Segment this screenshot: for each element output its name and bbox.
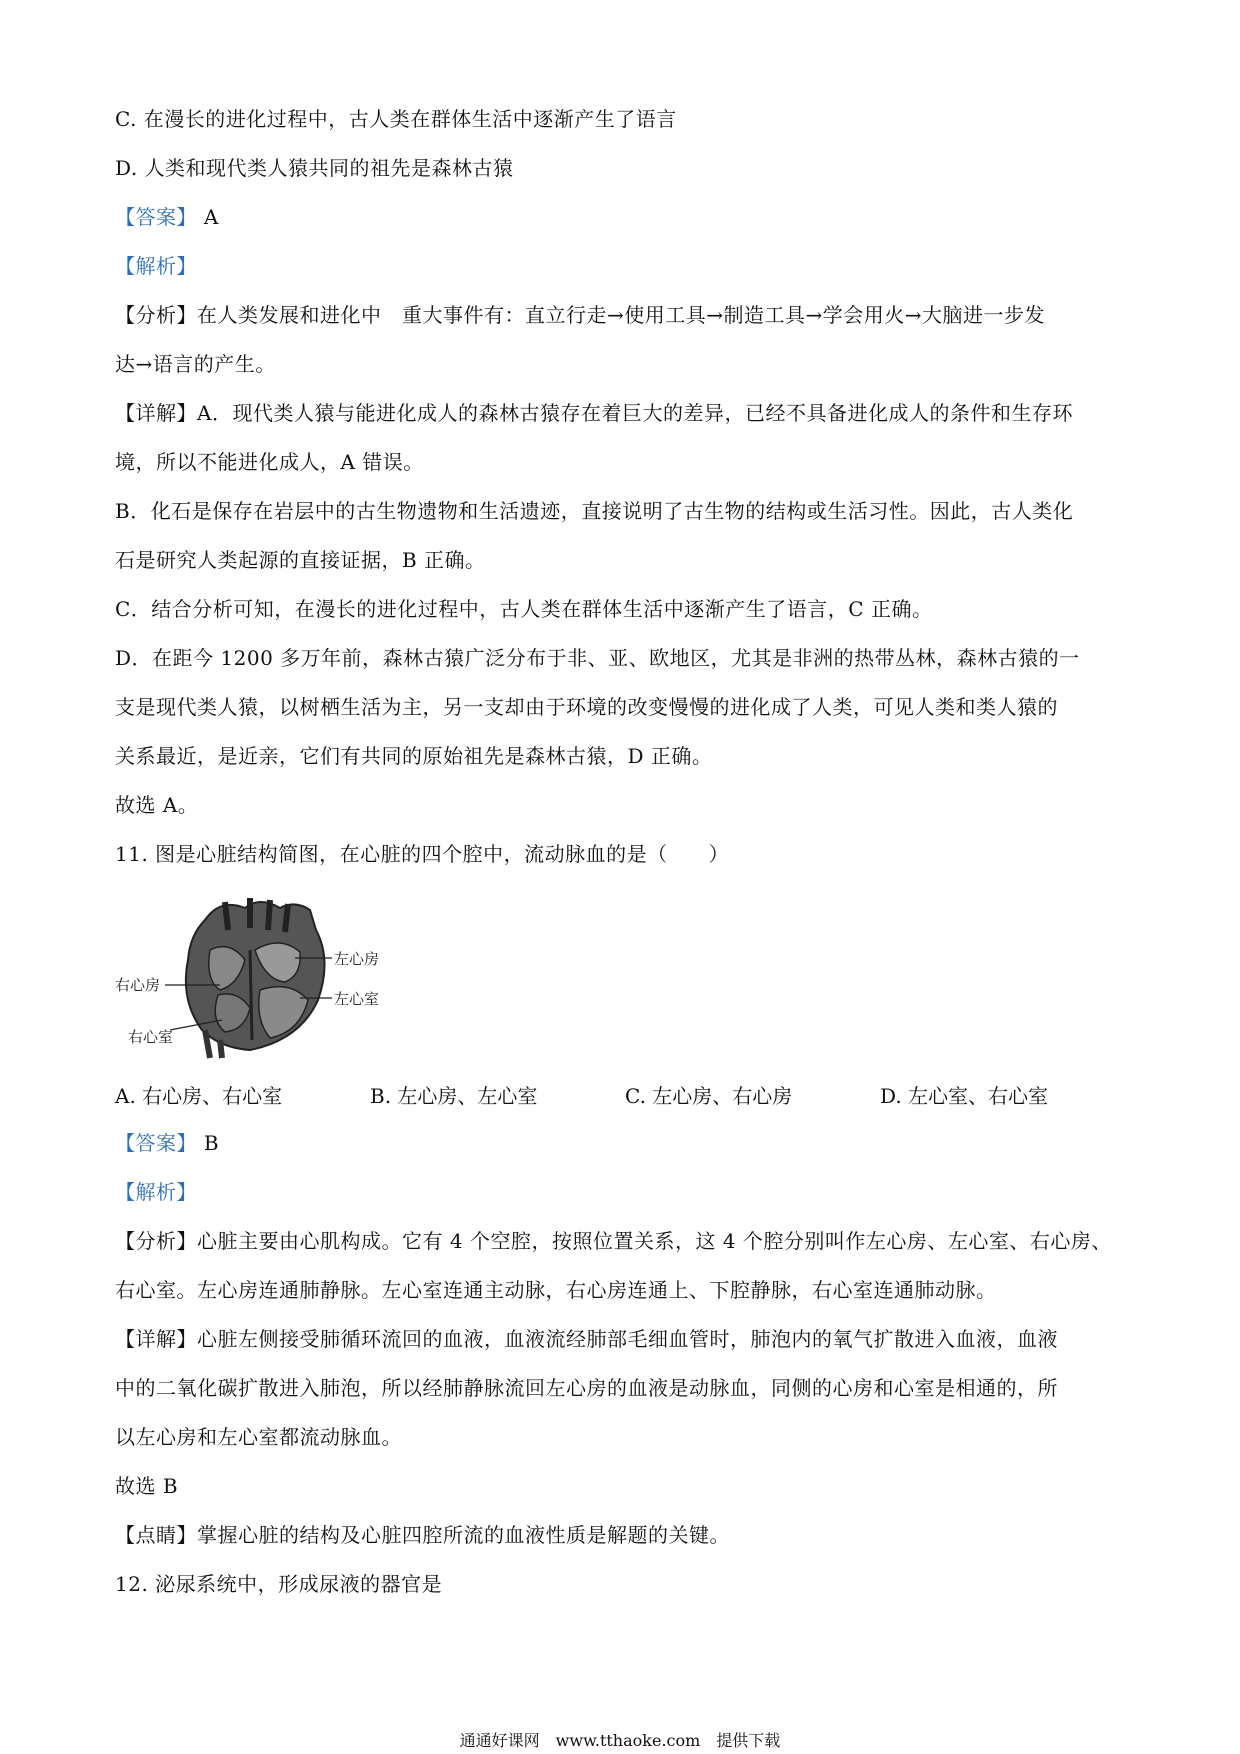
label-right-atrium: 右心房 — [115, 976, 161, 994]
detail-line-5: C．结合分析可知，在漫长的进化过程中，古人类在群体生活中逐渐产生了语言，C 正确。 — [115, 597, 933, 621]
option-d: D. 左心室、右心室 — [880, 1084, 1049, 1108]
detail-line-3: B．化石是保存在岩层中的古生物遗物和生活遗迹，直接说明了古生物的结构或生活习性。因此，古人类化 — [115, 499, 1074, 523]
detail-line-8: 关系最近，是近亲，它们有共同的原始祖先是森林古猿，D 正确。 — [115, 744, 713, 768]
option-b: B. 左心房、左心室 — [370, 1084, 538, 1108]
analysis-line-11-2: 右心室。左心房连通肺静脉。左心室连通主动脉，右心房连通上、下腔静脉，右心室连通肺动脉。 — [115, 1278, 997, 1302]
label-left-atrium: 左心房 — [334, 950, 380, 968]
analysis-text-11: 心脏主要由心肌构成。它有 4 个空腔，按照位置关系，这 4 个腔分别叫作左心房、左心室、右心房、 — [197, 1229, 1112, 1253]
analysis-tag: 【分析】 — [115, 303, 197, 327]
option-c: C. 左心房、右心房 — [625, 1084, 793, 1108]
page-footer: 通通好课网 www.tthaoke.com 提供下载 — [459, 1731, 781, 1750]
option-a: A. 右心房、右心室 — [115, 1084, 283, 1108]
question-12: 12. 泌尿系统中，形成尿液的器官是 — [115, 1572, 443, 1596]
detail-text: A．现代类人猿与能进化成人的森林古猿存在着巨大的差异，已经不具备进化成人的条件和生存环 — [197, 401, 1073, 425]
key-point-line — [115, 1521, 1130, 1549]
key-point-tag: 【点睛】 — [115, 1523, 197, 1547]
label-left-ventricle: 左心室 — [334, 990, 380, 1008]
choice-line-11: 故选 B — [115, 1474, 179, 1498]
choice-line: 故选 A。 — [115, 793, 199, 817]
answer-options — [115, 1080, 1130, 1110]
detail-line-11-3: 以左心房和左心室都流动脉血。 — [115, 1425, 402, 1449]
detail-line — [115, 399, 1130, 427]
detail-line-2: 境，所以不能进化成人，A 错误。 — [115, 450, 424, 474]
analysis-tag-11: 【分析】 — [115, 1229, 197, 1253]
heart-illustration — [186, 898, 325, 1058]
explanation-line-11 — [115, 1178, 1130, 1206]
key-point-text: 掌握心脏的结构及心脏四腔所流的血液性质是解题的关键。 — [197, 1523, 730, 1547]
detail-tag-11: 【详解】 — [115, 1327, 197, 1351]
analysis-line — [115, 301, 1130, 329]
analysis-line-11 — [115, 1227, 1130, 1255]
option-d-text: D. 人类和现代类人猿共同的祖先是森林古猿 — [115, 156, 514, 180]
detail-text-11: 心脏左侧接受肺循环流回的血液，血液流经肺部毛细血管时，肺泡内的氧气扩散进入血液，血液 — [197, 1327, 1058, 1351]
answer-tag: 【答案】 — [115, 205, 197, 229]
detail-line-7: 支是现代类人猿，以树栖生活为主，另一支却由于环境的改变慢慢的进化成了人类，可见人类和类人猿的 — [115, 695, 1058, 719]
answer-value: A — [203, 205, 219, 229]
option-c-text: C. 在漫长的进化过程中，古人类在群体生活中逐渐产生了语言 — [115, 107, 677, 131]
detail-line-11-2: 中的二氧化碳扩散进入肺泡，所以经肺静脉流回左心房的血液是动脉血，同侧的心房和心室是相通的，所 — [115, 1376, 1058, 1400]
answer-line-11 — [115, 1129, 1130, 1157]
explanation-line — [115, 252, 1130, 280]
detail-line-6: D．在距今 1200 多万年前，森林古猿广泛分布于非、亚、欧地区，尤其是非洲的热带丛林，森林古猿的一 — [115, 646, 1080, 670]
label-right-ventricle: 右心室 — [128, 1028, 174, 1046]
heart-diagram — [110, 890, 410, 1060]
analysis-line-2: 达→语言的产生。 — [115, 352, 276, 376]
answer-line — [115, 203, 1130, 231]
analysis-text: 在人类发展和进化中 重大事件有：直立行走→使用工具→制造工具→学会用火→大脑进一步发 — [197, 303, 1046, 327]
explanation-tag-11: 【解析】 — [115, 1180, 197, 1204]
detail-tag: 【详解】 — [115, 401, 197, 425]
answer-value-11: B — [203, 1131, 220, 1155]
question-11: 11. 图是心脏结构简图，在心脏的四个腔中，流动脉血的是（ ） — [115, 842, 730, 866]
detail-line-4: 石是研究人类起源的直接证据，B 正确。 — [115, 548, 486, 572]
detail-line-11 — [115, 1325, 1130, 1353]
explanation-tag: 【解析】 — [115, 254, 197, 278]
answer-tag-11: 【答案】 — [115, 1131, 197, 1155]
